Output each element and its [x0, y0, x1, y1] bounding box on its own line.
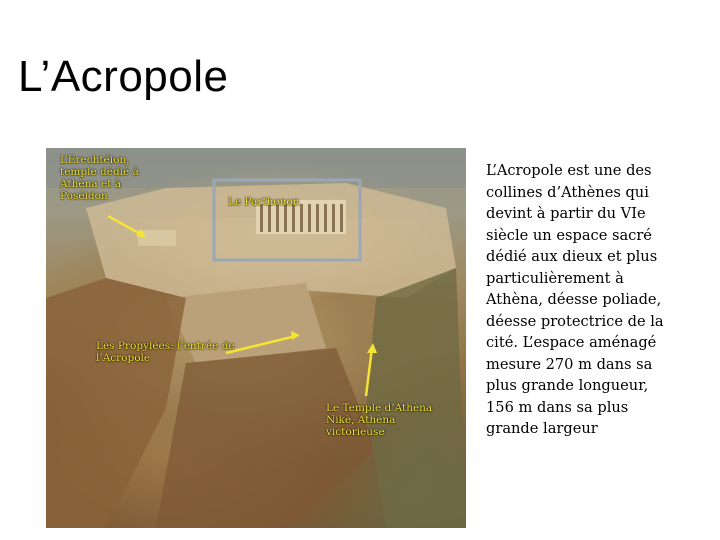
- parthenon-label: Le Parthenon: [228, 196, 300, 208]
- vegetation-right: [366, 268, 466, 528]
- slide-title: L’Acropole: [18, 52, 229, 101]
- nike-temple-label: Le Temple d’Athèna Nikè, Athèna victorieuse: [326, 402, 433, 438]
- description-paragraph: L’Acropole est une des collines d’Athènes qui devint à partir du VIe siècle un espace sacré dédié aux dieux et plus particulièrement à Athèna, déesse poliade, déesse protectrice de la cité. L’espace aménagé mesure 270 m dans sa plus grande longueur, 156 m dans sa plus grande largeur: [486, 162, 664, 437]
- erechtheion-building: [138, 230, 176, 246]
- acropolis-aerial-photo: [46, 148, 466, 528]
- erechtheion-label: L’Erechtéion, temple dédié à Athèna et à Poséidon: [60, 154, 139, 202]
- propylees-label: Les Propylées: l’entrée de l’Acropole: [96, 340, 235, 364]
- rock-slope-center: [156, 348, 376, 528]
